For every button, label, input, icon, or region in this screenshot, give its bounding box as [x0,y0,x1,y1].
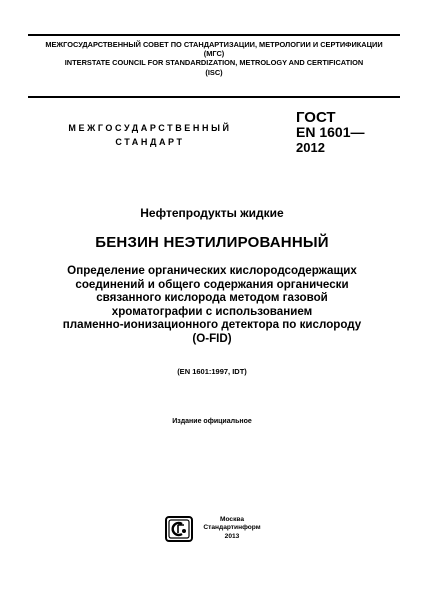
gost-number: EN 1601— [296,124,365,140]
gost-designation [296,110,364,155]
gost-label: ГОСТ [296,109,336,126]
imprint [202,516,262,541]
title-description-line: соединений и общего содержания органически [75,277,349,291]
gost-year: 2012 [296,140,325,155]
title-main: БЕНЗИН НЕЭТИЛИРОВАННЫЙ [95,234,329,251]
council-abbr-ru: (МГС) [203,49,225,59]
imprint-city: Москва [219,516,245,523]
title-description-line: связанного кислорода методом газовой [96,291,328,305]
top-divider [28,34,400,36]
bottom-divider [28,96,400,98]
title-description-line: хроматографии с использованием [111,304,313,318]
standard-kind-line2: СТАНДАРТ [115,137,185,147]
title-category: Нефтепродукты жидкие [140,206,284,220]
standard-kind [60,121,240,149]
imprint-publisher: Стандартинформ [203,524,261,532]
imprint-year: 2013 [224,532,240,540]
equivalence-note: (EN 1601:1997, IDT) [177,367,247,376]
title-description-line: пламенно-ионизационного детектора по кислороду [62,318,362,332]
title-description [30,264,394,346]
document-title [30,206,394,346]
edition-note: Издание официальное [172,418,252,425]
council-name-ru: МЕЖГОСУДАРСТВЕННЫЙ СОВЕТ ПО СТАНДАРТИЗАЦИИ, МЕТРОЛОГИИ И СЕРТИФИКАЦИИ [45,40,383,49]
standard-kind-line1: МЕЖГОСУДАРСТВЕННЫЙ [68,123,232,133]
title-description-line: Определение органических кислородсодержащих [67,264,357,277]
title-description-line: (O-FID) [192,331,232,345]
council-abbr-en: (ISC) [205,67,223,77]
council-header [28,40,400,77]
council-name-en: INTERSTATE COUNCIL FOR STANDARDIZATION, METROLOGY AND CERTIFICATION [64,58,364,68]
standartinform-logo-icon [165,516,193,542]
